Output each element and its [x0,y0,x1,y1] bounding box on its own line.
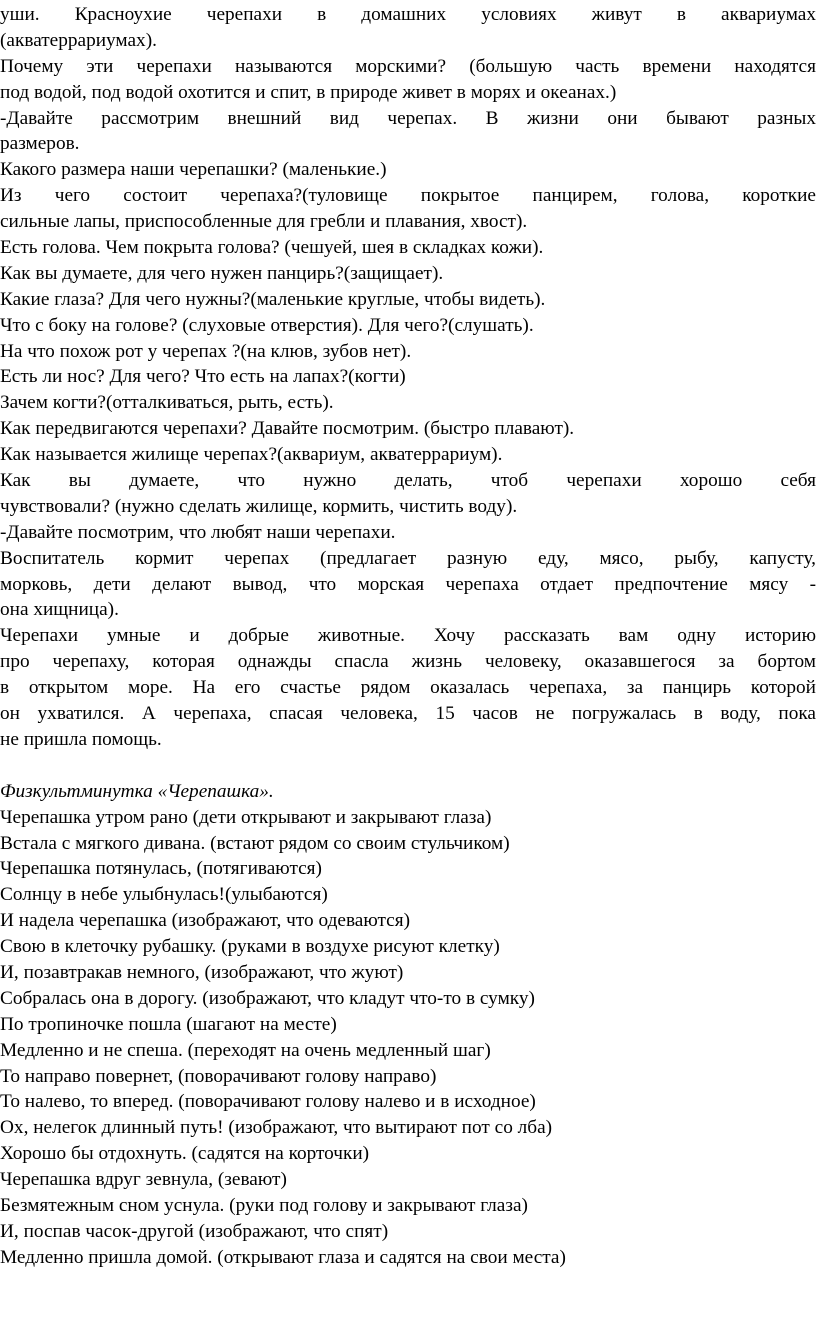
text-line: Есть голова. Чем покрыта голова? (чешуей, шея в складках кожи). [0,237,544,259]
text-line: в открытом море. На его счастье рядом оказалась черепаха, за панцирь которой [0,677,816,699]
poem-line: Безмятежным сном уснула. (руки под голову и закрывают глаза) [0,1194,528,1216]
text-line: Что с боку на голове? (слуховые отверстия). Для чего?(слушать). [0,314,534,336]
paragraph-story [0,623,816,752]
paragraph-care [0,468,816,520]
paragraph-shell [0,261,816,287]
paragraph-head [0,235,816,261]
poem-line: Встала с мягкого дивана. (встают рядом со своим стульчиком) [0,832,510,854]
poem-line: Медленно пришла домой. (открывают глаза и садятся на свои места) [0,1246,566,1268]
text-line: Почему эти черепахи называются морскими? (большую часть времени находятся [0,55,816,77]
heading-text: Физкультминутка «Черепашка». [0,780,274,802]
text-line: морковь, дети делают вывод, что морская черепаха отдает предпочтение мясу - [0,573,816,595]
text-line: уши. Красноухие черепахи в домашних условиях живут в аквариумах [0,4,816,25]
text-line: Как называется жилище черепах?(аквариум, акватеррариум). [0,444,503,466]
text-line: Зачем когти?(отталкиваться, рыть, есть). [0,392,334,414]
text-line: про черепаху, которая однажды спасла жизнь человеку, оказавшегося за бортом [0,651,816,673]
text-line: Воспитатель кормит черепах (предлагает разную еду, мясо, рыбу, капусту, [0,547,816,569]
paragraph-eyes [0,287,816,313]
text-line: Как передвигаются черепахи? Давайте посмотрим. (быстро плавают). [0,418,575,440]
poem-line: И, поспав часок-другой (изображают, что спят) [0,1220,389,1242]
paragraph-feeding [0,546,816,624]
poem [0,805,816,1271]
poem-line: Черепашка потянулась, (потягиваются) [0,858,322,880]
paragraph-body-parts [0,183,816,235]
text-line: Из чего состоит черепаха?(туловище покрытое панцирем, голова, короткие [0,185,816,207]
poem-line: То направо повернет, (поворачивают голову направо) [0,1065,437,1087]
document-body [0,2,816,1271]
paragraph-food-intro [0,520,816,546]
poem-line: Черепашка вдруг зевнула, (зевают) [0,1169,287,1191]
text-line: -Давайте посмотрим, что любят наши черепахи. [0,521,396,543]
poem-line: То налево, то вперед. (поворачивают голову налево и в исходное) [0,1091,536,1113]
text-line: Какого размера наши черепашки? (маленькие.) [0,159,387,181]
poem-line: Собралась она в дорогу. (изображают, что кладут что-то в сумку) [0,987,535,1009]
blank-line [0,753,816,779]
text-line: сильные лапы, приспособленные для гребли и плавания, хвост). [0,211,528,233]
text-line: размеров. [0,133,80,155]
text-line: Как вы думаете, для чего нужен панцирь?(защищает). [0,262,444,284]
poem-line: Хорошо бы отдохнуть. (садятся на корточки) [0,1143,370,1165]
paragraph-ears [0,313,816,339]
text-line: под водой, под водой охотится и спит, в природе живет в морях и океанах.) [0,81,617,103]
paragraph-dwelling [0,442,816,468]
text-line: Есть ли нос? Для чего? Что есть на лапах?(когти) [0,366,406,388]
poem-line: И, позавтракав немного, (изображают, что жуют) [0,961,404,983]
text-line: Какие глаза? Для чего нужны?(маленькие круглые, чтобы видеть). [0,288,546,310]
poem-line: Медленно и не спеша. (переходят на очень медленный шаг) [0,1039,491,1061]
poem-line: Свою в клеточку рубашку. (руками в воздухе рисуют клетку) [0,936,500,958]
text-line: Черепахи умные и добрые животные. Хочу рассказать вам одну историю [0,625,816,647]
paragraph-why-sea [0,54,816,106]
text-line: На что похож рот у черепах ?(на клюв, зубов нет). [0,340,412,362]
text-line: чувствовали? (нужно сделать жилище, кормить, чистить воду). [0,495,518,517]
text-line: она хищница). [0,599,119,621]
text-line: он ухватился. А черепаха, спасая человека, 15 часов не погружалась в воду, пока [0,703,816,725]
text-line: Как вы думаете, что нужно делать, чтоб черепахи хорошо себя [0,470,816,492]
paragraph-claws [0,390,816,416]
poem-line: Солнцу в небе улыбнулась!(улыбаются) [0,884,328,906]
text-line: (акватеррариумах). [0,29,157,51]
text-line: -Давайте рассмотрим внешний вид черепах. В жизни они бывают разных [0,107,816,129]
paragraph-nose [0,364,816,390]
section-heading [0,779,816,805]
paragraph-habitat [0,2,816,54]
paragraph-size [0,157,816,183]
paragraph-mouth [0,339,816,365]
poem-line: Черепашка утром рано (дети открывают и закрывают глаза) [0,806,492,828]
poem-line: Ох, нелегок длинный путь! (изображают, что вытирают пот со лба) [0,1117,553,1139]
poem-line: По тропиночке пошла (шагают на месте) [0,1013,337,1035]
paragraph-movement [0,416,816,442]
paragraph-appearance [0,106,816,158]
poem-line: И надела черепашка (изображают, что одеваются) [0,910,411,932]
text-line: не пришла помощь. [0,728,162,750]
